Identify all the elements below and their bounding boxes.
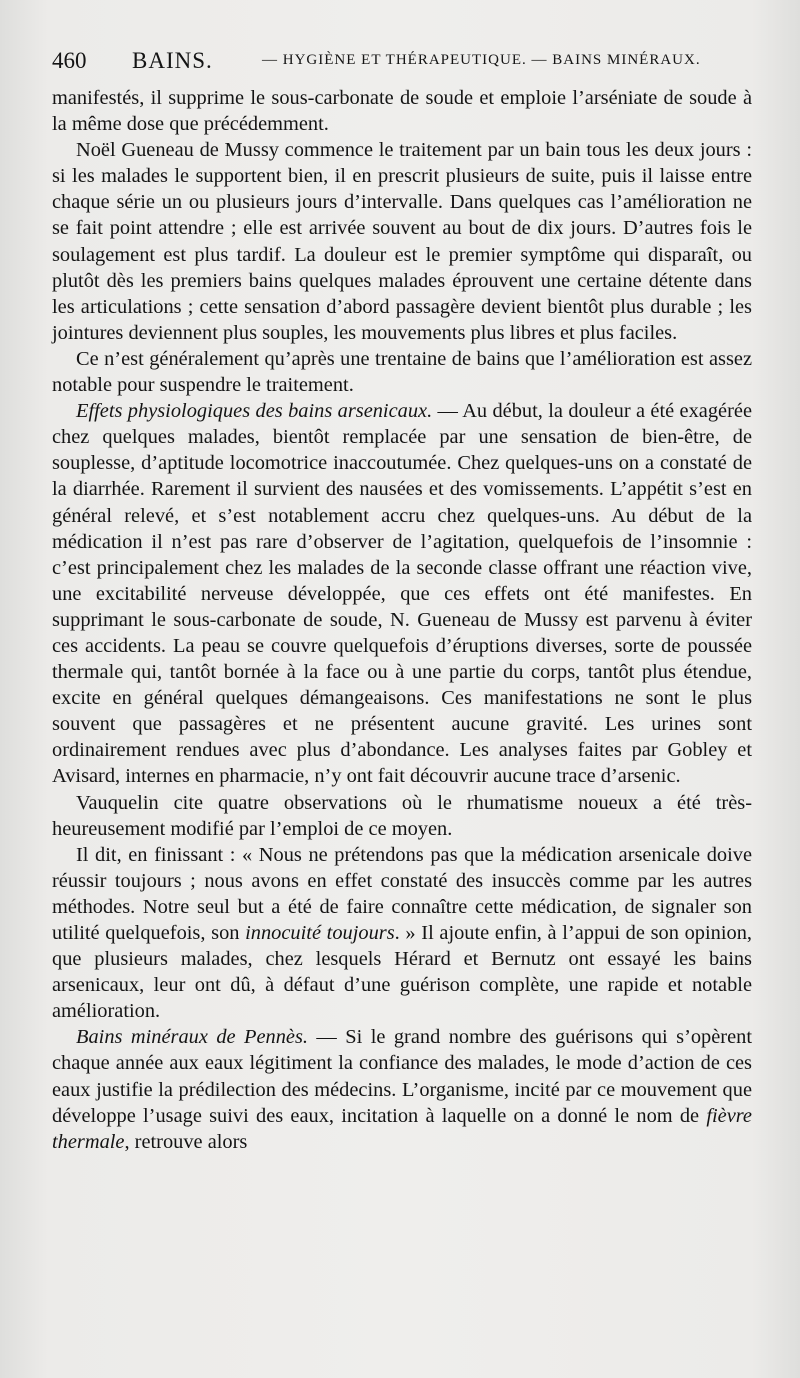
paragraph-text-tail: , retrouve alors <box>124 1130 248 1153</box>
paragraph-text: Ce n’est généralement qu’après une trentaine de bains que l’amélioration est assez notable pour suspendre le traitement. <box>52 347 752 397</box>
paragraph-vauquelin <box>52 790 752 842</box>
paragraph-treatment <box>52 137 752 346</box>
emphasis-text: fièvre thermale <box>52 1104 752 1153</box>
running-subtitle: — HYGIÈNE ET THÉRAPEUTIQUE. — BAINS MINÉRAUX. <box>262 52 701 68</box>
paragraph-quote <box>52 842 752 1025</box>
page-number: 460 <box>52 48 87 73</box>
section-title: BAINS. <box>132 48 213 73</box>
paragraph-text: Noël Gueneau de Mussy commence le traitement par un bain tous les deux jours : si les malades le supportent bien, il en prescrit plusieurs de suite, puis il laisse entre chaque série un ou plusieurs jours d’intervalle. Dans quelques cas l’amélioration ne se fait point attendre ; elle est arrivée souvent au bout de dix jours. D’autres fois le soulagement est plus tardif. La douleur est le premier symptôme qui disparaît, ou plutôt dès les premiers bains quelques malades éprouvent une certaine détente dans les articulations ; cette sensation d’abord passagère devient bientôt plus durable ; les jointures deviennent plus souples, les mouvements plus libres et plus faciles. <box>52 139 752 344</box>
running-header <box>52 48 752 84</box>
paragraph-improvement <box>52 346 752 398</box>
paragraph-bains-pennes <box>52 1024 752 1154</box>
emphasis-text: innocuité toujours <box>245 922 395 944</box>
section-run-in-heading: Effets physiologiques des bains arsenicaux. <box>76 400 433 423</box>
paragraph-text: — Si le grand nombre des guérisons qui s’opèrent chaque année aux eaux légitiment la confiance des malades, le mode d’action de ces eaux justifie la prédilection des médecins. L’organisme, incité par ce mouvement que développe l’usage suivi des eaux, incitation à laquelle on a donné le nom de <box>52 1026 753 1127</box>
paragraph-text: — Au début, la douleur a été exagérée chez quelques malades, bientôt remplacée par une sensation de bien-être, de souplesse, d’aptitude locomotrice inaccoutumée. Chez quelques-uns on a constaté de la diarrhée. Rarement il survient des nausées et des vomissements. L’appétit s’est en général relevé, et s’est notablement accru chez quelques-uns. Au début de la médication il n’est pas rare d’observer de l’agitation, quelquefois de l’insomnie : c’est principalement chez les malades de la seconde classe offrant une réaction vive, une excitabilité nerveuse développée, que ces effets ont été manifestes. En supprimant le sous-carbonate de soude, N. Gueneau de Mussy est parvenu à éviter ces accidents. La peau se couvre quelquefois d’éruptions diverses, sorte de poussée thermale qui, tantôt bornée à la face ou à une partie du corps, tantôt plus étendue, excite en général quelques démangeaisons. Ces manifestations ne sont le plus souvent que passagères et ne présentent aucune gravité. Les urines sont ordinairement rendues avec plus d’abondance. Les analyses faites par Gobley et Avisard, internes en pharmacie, n’y ont fait découvrir aucune trace d’arsenic. <box>52 400 752 788</box>
section-run-in-heading: Bains minéraux de Pennès. <box>76 1026 308 1049</box>
paragraph-effets-physiologiques <box>52 398 752 789</box>
paragraph-continued <box>52 85 752 137</box>
paragraph-text: Vauquelin cite quatre observations où le rhumatisme noueux a été très-heureusement modifié par l’emploi de ce moyen. <box>52 791 752 840</box>
paragraph-text: manifestés, il supprime le sous-carbonate de soude et emploie l’arséniate de soude à la même dose que précédemment. <box>52 87 752 136</box>
paragraph-text-tail: . » Il ajoute enfin, à l’appui de son opinion, que plusieurs malades, chez lesquels Hérard et Bernutz ont essayé les bains arsenicaux, leur ont dû, à défaut d’une guérison complète, une rapide et notable amélioration. <box>52 922 752 1023</box>
body-text <box>52 85 752 1155</box>
paragraph-text: Il dit, en finissant : « Nous ne prétendons pas que la médication arsenicale doive réussir toujours ; nous avons en effet constaté des insuccès comme par les autres méthodes. Notre seul but a été de faire connaître cette médication, de signaler son utilité quelquefois, son <box>52 843 752 944</box>
